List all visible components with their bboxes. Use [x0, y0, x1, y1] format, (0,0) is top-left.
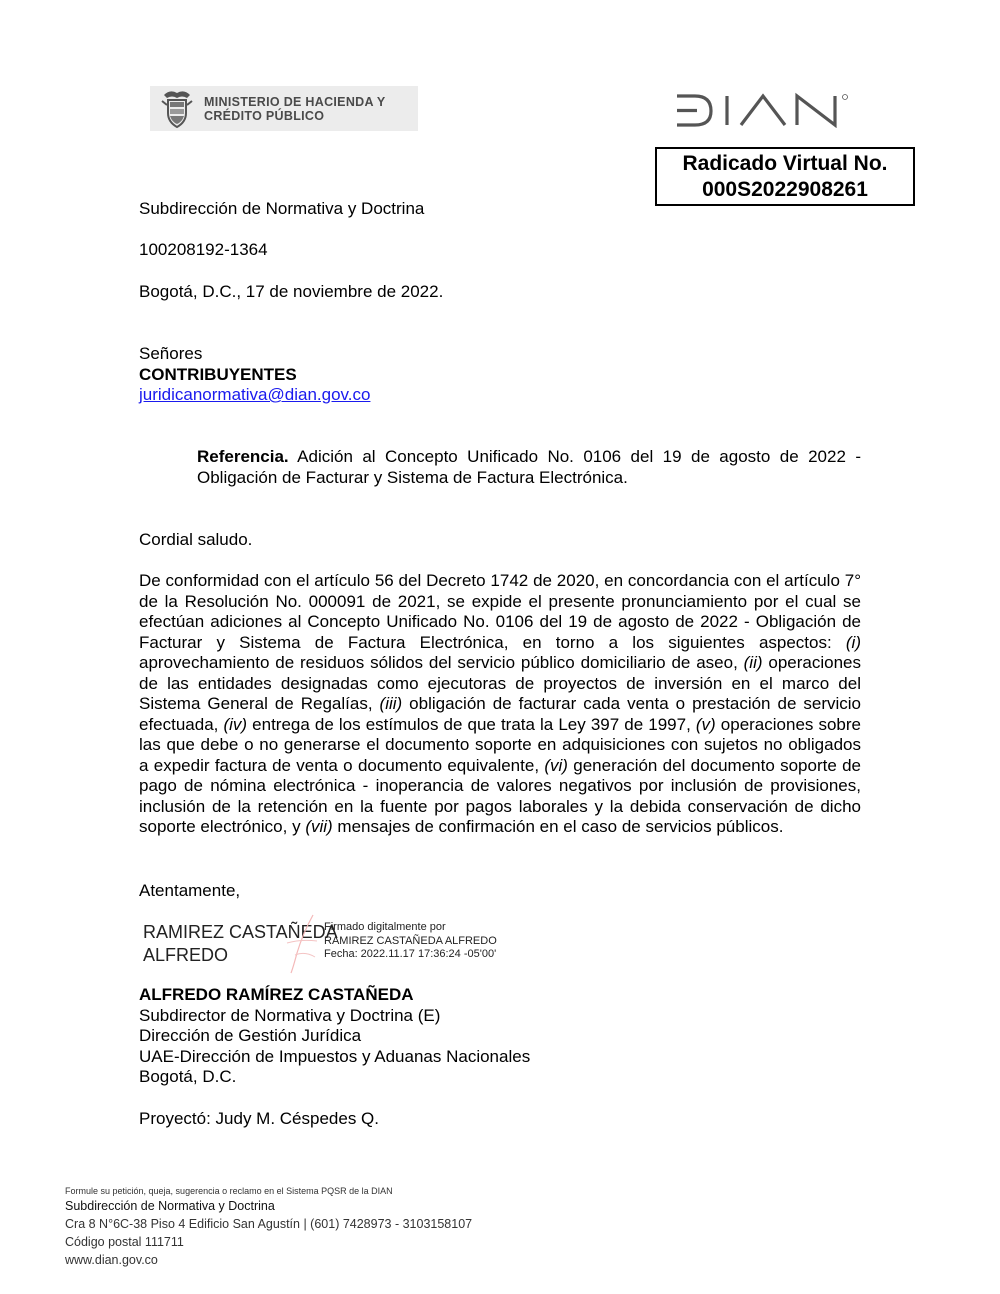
signature-name-line2: ALFREDO [143, 945, 229, 965]
body-enumerator: (v) [695, 714, 716, 734]
radicado-box [655, 147, 915, 206]
subject-paragraph [197, 447, 861, 488]
body-enumerator: (vi) [544, 755, 568, 775]
body-text-segment: aprovechamiento de residuos sólidos del servicio público domiciliario de aseo, [139, 653, 744, 672]
signer-department: Dirección de Gestión Jurídica [139, 1026, 362, 1045]
subject-label: Referencia. [197, 447, 289, 466]
body-text-segment: obligación de facturar cada venta o prestación de servicio efectuada, [139, 694, 861, 734]
body-text-segment: generación del documento soporte de pago de nómina electrónica - inoperancia de valores negativos por inclusión de provisiones, inclusión de la retención en la fuente por pagos laborales y la debida conservación de dicho soporte electrónico, y [139, 755, 861, 836]
recipient-block [139, 344, 370, 406]
footer-address: Cra 8 N°6C-38 Piso 4 Edificio San Agustín | (601) 7428973 - 3103158107 [65, 1217, 473, 1231]
footer-website[interactable]: www.dian.gov.co [65, 1253, 158, 1267]
body-enumerator: (ii) [743, 653, 763, 672]
signer-name: ALFREDO RAMÍREZ CASTAÑEDA [139, 985, 414, 1004]
body-enumerator: (vii) [305, 817, 333, 836]
greeting: Cordial saludo. [139, 530, 253, 549]
body-enumerator: (iii) [379, 694, 403, 713]
reference-number: 100208192-1364 [139, 240, 268, 259]
signer-city: Bogotá, D.C. [139, 1067, 237, 1086]
signature-meta-line3: Fecha: 2022.11.17 17:36:24 -05'00' [324, 948, 497, 960]
place-date: Bogotá, D.C., 17 de noviembre de 2022. [139, 282, 444, 301]
dian-logo [675, 92, 855, 128]
body-enumerator: (iv) [223, 714, 248, 734]
recipient-email-link[interactable]: juridicanormativa@dian.gov.co [139, 385, 371, 404]
body-enumerator: (i) [845, 632, 861, 652]
body-text-segment: operaciones de las entidades designadas como ejecutoras de proyectos de inversión en el marco del Sistema General de Regalías, [139, 653, 861, 713]
footer-note: Formule su petición, queja, sugerencia o reclamo en el Sistema PQSR de la DIAN [65, 1186, 393, 1196]
radicado-number: 000S2022908261 [702, 178, 868, 201]
body-text-segment: operaciones sobre las que debe o no generarse el documento soporte en adquisiciones con sujetos no obligados a expedir factura de venta o documento equivalente, [139, 714, 861, 775]
signature-meta-line1: Firmado digitalmente por [324, 921, 446, 933]
signature-pen-mark-icon [283, 913, 323, 975]
subject-text: Adición al Concepto Unificado No. 0106 del 19 de agosto de 2022 - Obligación de Facturar y Sistema de Factura Electrónica. [197, 447, 861, 487]
digital-signature-details [324, 921, 497, 962]
signer-entity: UAE-Dirección de Impuestos y Aduanas Nacionales [139, 1046, 531, 1066]
signature-meta-line2: RAMIREZ CASTAÑEDA ALFREDO [324, 934, 497, 947]
closing: Atentamente, [139, 881, 241, 900]
body-text-segment: mensajes de confirmación en el caso de servicios públicos. [332, 817, 784, 836]
ministry-name-line2: CRÉDITO PÚBLICO [204, 108, 325, 123]
office-name: Subdirección de Normativa y Doctrina [139, 199, 425, 218]
footer-postal: Código postal 111711 [65, 1235, 184, 1249]
drafted-by: Proyectó: Judy M. Céspedes Q. [139, 1109, 379, 1128]
signer-title: Subdirector de Normativa y Doctrina (E) [139, 1005, 441, 1025]
ministry-logo [150, 86, 418, 131]
recipient-name: CONTRIBUYENTES [139, 364, 297, 384]
footer-office: Subdirección de Normativa y Doctrina [65, 1199, 275, 1213]
signer-block [139, 985, 530, 1088]
recipient-salutation: Señores [139, 344, 203, 363]
ministry-name-line1: MINISTERIO DE HACIENDA Y [204, 94, 386, 109]
body-paragraph [139, 571, 861, 838]
signature-name-line1: RAMIREZ CASTAÑEDA [143, 922, 338, 942]
page-footer [65, 1185, 472, 1269]
colombia-coat-of-arms-icon [160, 89, 194, 129]
radicado-label: Radicado Virtual No. [682, 152, 888, 175]
body-text-segment: De conformidad con el artículo 56 del Decreto 1742 de 2020, en concordancia con el artículo 7° de la Resolución No. 000091 de 2021, se expide el presente pronunciamiento por el cual se efectúan adiciones al Concepto Unificado No. 0106 del 19 de agosto de 2022 - Obligación de Facturar y Sistema de Factura Electrónica, en torno a los siguientes aspectos: [139, 571, 861, 652]
body-text-segment: entrega de los estímulos de que trata la Ley 397 de 1997, [247, 714, 696, 734]
ministry-name [204, 95, 386, 123]
